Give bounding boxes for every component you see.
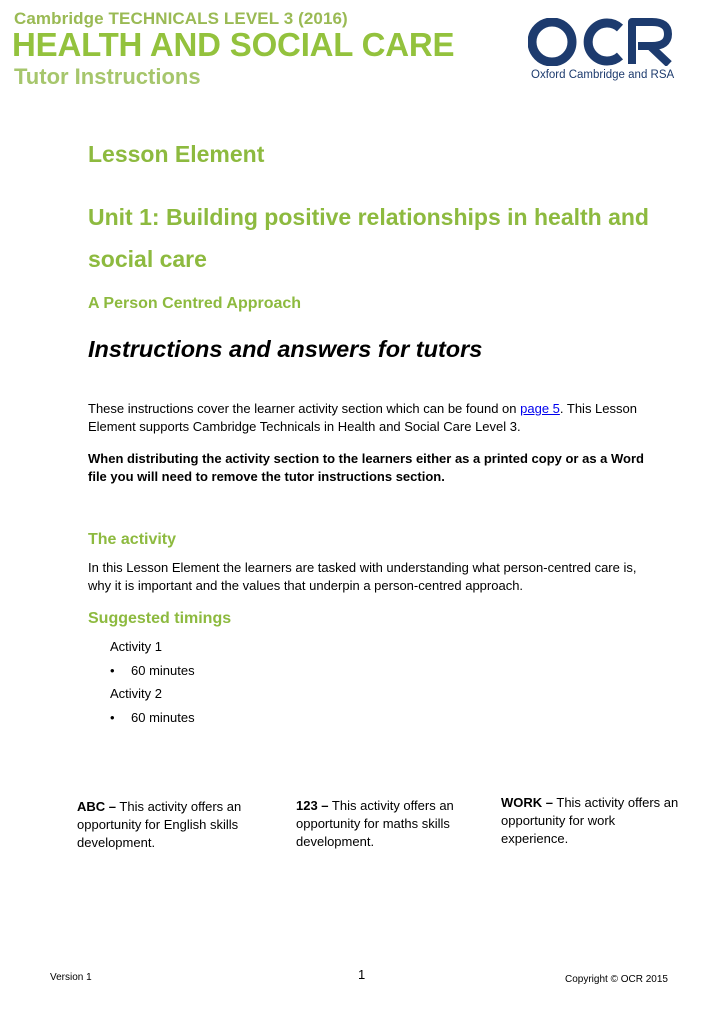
skill-key: ABC – [77, 799, 117, 814]
skill-maths [296, 797, 476, 851]
header-doc-type: Tutor Instructions [14, 64, 201, 89]
timing-duration: 60 minutes [131, 663, 195, 678]
timing-label: Activity 1 [110, 639, 163, 654]
ocr-logo [528, 18, 676, 66]
skill-text: This activity offers an opportunity for work experience. [501, 795, 679, 846]
intro-text-end: . This Lesson Element supports Cambridge Technicals in Health and Social Care Level 3. [88, 401, 637, 434]
skill-english [77, 798, 262, 852]
timings-heading: Suggested timings [88, 610, 232, 627]
skill-key: WORK – [501, 795, 553, 810]
instructions-heading: Instructions and answers for tutors [88, 336, 483, 362]
activity-text: In this Lesson Element the learners are tasked with understanding what person-centred care is, why it is important and the values that underpin a person-centred approach. [88, 560, 637, 593]
footer-page-number: 1 [358, 967, 366, 982]
page-5-link[interactable]: page 5 [520, 401, 560, 416]
lesson-element-heading: Lesson Element [88, 141, 265, 167]
timing-duration: 60 minutes [131, 710, 195, 725]
skill-work [501, 794, 681, 848]
subtitle: A Person Centred Approach [88, 295, 302, 312]
bullet-icon: • [110, 663, 115, 678]
distribution-note: When distributing the activity section to the learners either as a printed copy or as a Word file you will need to remove the tutor instructions section. [88, 451, 644, 484]
footer-copyright: Copyright © OCR 2015 [565, 974, 668, 985]
ocr-logo-tagline: Oxford Cambridge and RSA [531, 69, 675, 81]
intro-text-start: These instructions cover the learner activity section which can be found on [88, 401, 521, 416]
unit-title: Unit 1: Building positive relationships in health and social care [88, 204, 649, 272]
skill-text: This activity offers an opportunity for English skills development. [77, 799, 242, 850]
timing-item [110, 663, 195, 678]
header-subject-title: HEALTH AND SOCIAL CARE [12, 26, 455, 63]
header-series-line: Cambridge TECHNICALS LEVEL 3 (2016) [14, 9, 348, 28]
bullet-icon: • [110, 710, 115, 725]
timing-label: Activity 2 [110, 686, 163, 701]
skill-key: 123 – [296, 798, 329, 813]
intro-paragraph [88, 400, 648, 436]
footer-version: Version 1 [50, 972, 92, 983]
ocr-logo-mark [528, 18, 676, 66]
skill-text: This activity offers an opportunity for maths skills development. [296, 798, 454, 849]
activity-heading: The activity [88, 531, 177, 548]
timing-item [110, 710, 195, 725]
